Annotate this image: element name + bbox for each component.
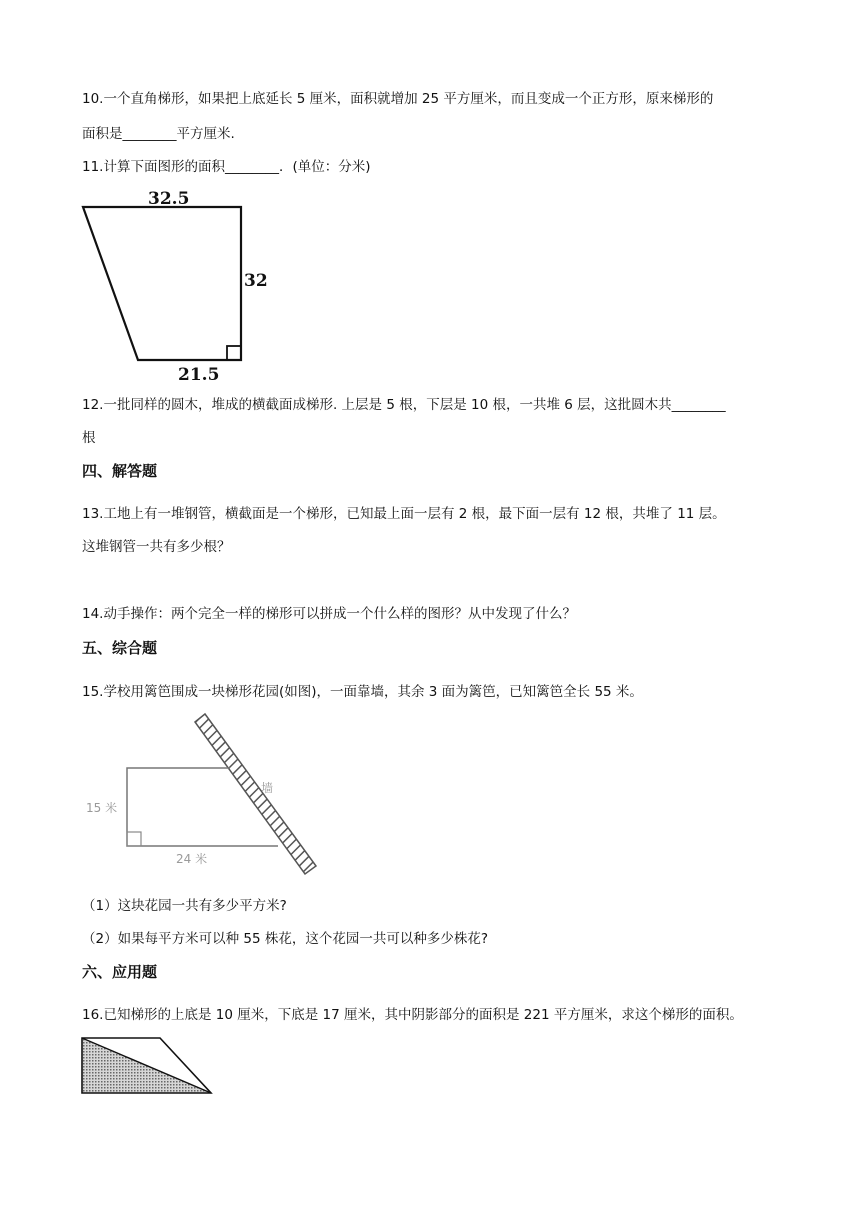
q12-line1: 12.一批同样的圆木，堆成的横截面成梯形. 上层是 5 根，下层是 10 根，一共堆 6 层，这批圆木共________ [82, 397, 726, 413]
q15-left-label: 15 米 [86, 801, 118, 815]
q15-sub1: （1）这块花园一共有多少平方米? [82, 898, 287, 914]
q15-wall-label: 墙 [261, 781, 274, 795]
q15-bottom-label: 24 米 [176, 852, 208, 866]
q13-line2: 这堆钢管一共有多少根？ [82, 539, 231, 555]
q11-text: 11.计算下面图形的面积________．(单位：分米) [82, 159, 371, 175]
q11-trapezoid-figure [78, 186, 278, 384]
q14-text: 14.动手操作：两个完全一样的梯形可以拼成一个什么样的图形？从中发现了什么？ [82, 606, 576, 622]
q15-text: 15.学校用篱笆围成一块梯形花园(如图)，一面靠墙，其余 3 面为篱笆，已知篱笆全长 55 米。 [82, 684, 643, 700]
q16-text: 16.已知梯形的上底是 10 厘米，下底是 17 厘米，其中阴影部分的面积是 221 平方厘米，求这个梯形的面积。 [82, 1007, 743, 1023]
q11-bottom-label: 21.5 [178, 365, 220, 384]
q16-trapezoid-figure [80, 1036, 216, 1098]
right-angle-mark [227, 346, 241, 360]
section-6-title: 六、应用题 [82, 963, 158, 981]
right-angle-mark [127, 832, 141, 846]
q11-right-label: 32 [244, 271, 268, 291]
q10-line1: 10.一个直角梯形，如果把上底延长 5 厘米，面积就增加 25 平方厘米，而且变成一个正方形，原来梯形的 [82, 91, 714, 107]
q12-line2: 根 [82, 430, 96, 446]
q11-top-label: 32.5 [148, 189, 190, 209]
q15-garden-figure [80, 708, 330, 878]
q15-sub2: （2）如果每平方米可以种 55 株花，这个花园一共可以种多少株花? [82, 931, 489, 947]
garden-fence [127, 768, 278, 846]
section-4-title: 四、解答题 [82, 462, 158, 480]
wall-shape [195, 714, 316, 874]
q13-line1: 13.工地上有一堆钢管，横截面是一个梯形，已知最上面一层有 2 根，最下面一层有 12 根，共堆了 11 层。 [82, 506, 726, 522]
section-5-title: 五、综合题 [82, 639, 158, 657]
q10-line2: 面积是________平方厘米. [82, 126, 235, 142]
trapezoid-shape [83, 207, 241, 360]
